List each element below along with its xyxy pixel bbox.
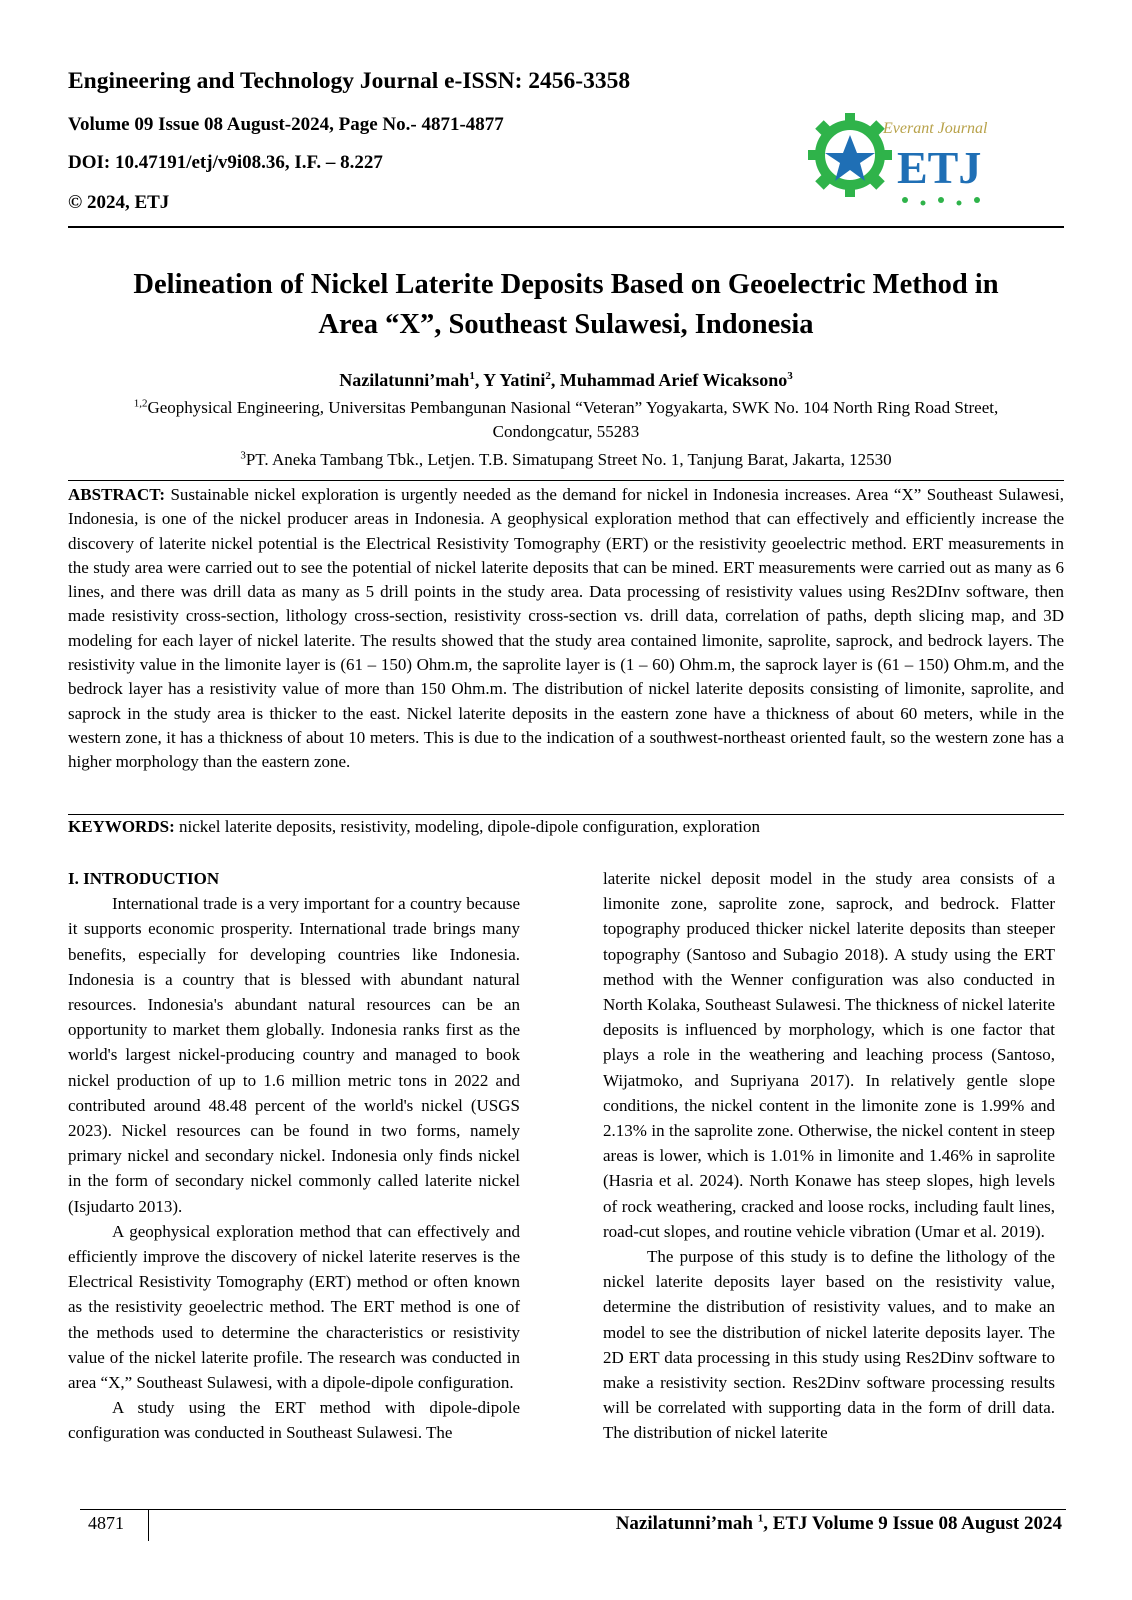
affiliation-1-text: Geophysical Engineering, Universitas Pembangunan Nasional “Veteran” Yogyakarta, SWK No. 104 North Ring Road Street, xyxy=(147,398,999,417)
logo-decoration xyxy=(902,197,980,206)
abstract-text: Sustainable nickel exploration is urgently needed as the demand for nickel in Indonesia increases. Area “X” Southeast Sulawesi, Indonesia, is one of the nickel producer areas in Indonesia. A geophysical exploration method that can effectively and efficiently increase the discovery of laterite nickel potential is the Electrical Resistivity Tomography (ERT) or the resistivity geoelectric method. ERT measurements in the study area were carried out to see the potential of nickel laterite deposits that can be mined. ERT measurements were carried out as many as 6 lines, and there was drill data as many as 5 drill points in the study area. Data processing of resistivity values using Res2DInv software, then made resistivity cross-section, lithology cross-section, resistivity cross-section vs. drill data, correlation of paths, depth slicing map, and 3D modeling for each layer of nickel laterite. The results showed that the study area contained limonite, saprolite, saprock, and bedrock layers. The resistivity value in the limonite layer is (61 – 150) Ohm.m, the saprolite layer is (1 – 60) Ohm.m, the saprock layer is (61 – 150) Ohm.m, and the bedrock layer has a resistivity value of more than 150 Ohm.m. The distribution of nickel laterite deposits consisting of limonite, saprolite, and saprock in the study area is thicker to the east. Nickel laterite deposits in the eastern zone have a thickness of about 60 meters, while in the western zone, it has a thickness of about 10 meters. This is due to the indication of a southwest-northeast oriented fault, so the western zone has a higher morphology than the eastern zone. xyxy=(68,485,1064,772)
journal-logo xyxy=(805,105,1020,215)
abstract xyxy=(68,483,1064,775)
paper-title-line-1: Delineation of Nickel Laterite Deposits Based on Geoelectric Method in xyxy=(133,269,999,300)
intro-paragraph-1: International trade is a very important for a country because it supports economic prosperity. International trade brings many benefits, especially for developing countries like Indonesia. Indonesia is a country that is blessed with abundant natural resources. Indonesia's abundant natural resources can be an opportunity to market them globally. Indonesia ranks first as the world's largest nickel-producing country and managed to book nickel production of up to 1.6 million metric tons in 2022 and contributed around 48.48 percent of the world's nickel (USGS 2023). Nickel resources can be found in two forms, namely primary nickel and secondary nickel. Indonesia only finds nickel in the form of secondary nickel commonly called laterite nickel (Isjudarto 2013). xyxy=(68,894,520,1216)
paper-title-line-2: Area “X”, Southeast Sulawesi, Indonesia xyxy=(318,309,814,340)
affiliation-2-text: PT. Aneka Tambang Tbk., Letjen. T.B. Simatupang Street No. 1, Tanjung Barat, Jakarta, 12530 xyxy=(245,450,892,469)
author-1-sup: 1 xyxy=(469,370,475,382)
keywords-label: KEYWORDS: xyxy=(68,817,175,836)
affiliation-2-sup: 3 xyxy=(240,449,246,462)
intro-paragraph-3: A study using the ERT method with dipole-dipole configuration was conducted in Southeast Sulawesi. The xyxy=(68,1398,520,1443)
affiliation-1-sup: 1,2 xyxy=(133,397,148,410)
author-3-sup: 3 xyxy=(787,370,793,382)
volume-line: Volume 09 Issue 08 August-2024, Page No.- 4871-4877 xyxy=(68,114,504,135)
affiliation-2 xyxy=(68,448,1064,472)
gear-icon xyxy=(808,113,892,197)
page-number: 4871 xyxy=(88,1513,124,1533)
intro-paragraph-3-continued: laterite nickel deposit model in the study area consists of a limonite zone, saprolite zone, saprock, and bedrock. Flatter topography produced thicker nickel laterite deposits than steeper topography (Santoso and Subagio 2018). A study using the ERT method with the Wenner configuration was also conducted in North Kolaka, Southeast Sulawesi. The thickness of nickel laterite deposits is influenced by morphology, which is one factor that plays a role in the weathering and leaching process (Santoso, Wijatmoko, and Supriyana 2017). In relatively gentle slope conditions, the nickel content in the limonite zone is 1.99% and 2.13% in the saprolite zone. Otherwise, the nickel content in steep areas is lower, which is 1.01% in limonite and 1.46% in saprolite (Hasria et al. 2024). North Konawe has steep slopes, high levels of rock weathering, cracked and loose rocks, including fault lines, road-cut slopes, and routine vehicle vibration (Umar et al. 2019). xyxy=(603,869,1055,1241)
header-rule xyxy=(68,226,1064,228)
author-2-sup: 2 xyxy=(545,370,551,382)
body-left-column xyxy=(68,866,520,1446)
logo-mark: ETJ xyxy=(897,142,982,193)
author-2: Y Yatini xyxy=(483,370,546,390)
author-1: Nazilatunni’mah xyxy=(339,370,470,390)
author-3: Muhammad Arief Wicaksono xyxy=(559,370,788,390)
intro-paragraph-4: The purpose of this study is to define the lithology of the nickel laterite deposits layer based on the resistivity value, determine the distribution of resistivity values, and to make an model to see the distribution of nickel laterite deposits layer. The 2D ERT data processing in this study using Res2Dinv software to make a resistivity section. Res2Dinv software processing results will be correlated with supporting data in the form of drill data. The distribution of nickel laterite xyxy=(603,1247,1055,1443)
doi-line: DOI: 10.47191/etj/v9i08.36, I.F. – 8.227 xyxy=(68,152,383,173)
footer-citation-author: Nazilatunni’mah xyxy=(615,1513,758,1534)
affiliation-1-text-2: Condongcatur, 55283 xyxy=(492,422,640,441)
intro-paragraph-2: A geophysical exploration method that can effectively and efficiently improve the discovery of nickel laterite reserves is the Electrical Resistivity Tomography (ERT) method or often known as the resistivity geoelectric method. The ERT method is one of the methods used to determine the characteristics or resistivity value of the nickel laterite profile. The research was conducted in area “X,” Southeast Sulawesi, with a dipole-dipole configuration. xyxy=(68,1221,520,1393)
footer-rule xyxy=(80,1509,1066,1510)
abstract-label: ABSTRACT: xyxy=(68,485,165,504)
body-right-column xyxy=(603,866,1055,1446)
footer-divider xyxy=(148,1509,149,1541)
paper-title xyxy=(68,265,1064,345)
footer-citation-sup: 1 xyxy=(757,1512,764,1525)
journal-title: Engineering and Technology Journal e-ISSN: 2456-3358 xyxy=(68,68,631,94)
footer-citation xyxy=(616,1513,1062,1535)
logo-text: Everant Journal xyxy=(883,120,988,137)
abstract-top-rule xyxy=(68,480,1064,481)
author-list xyxy=(68,370,1064,391)
author-sep: , xyxy=(550,370,560,390)
keywords xyxy=(68,817,1064,837)
author-sep: , xyxy=(474,370,484,390)
keywords-top-rule xyxy=(68,814,1064,815)
keywords-text: nickel laterite deposits, resistivity, modeling, dipole-dipole configuration, exploration xyxy=(174,817,760,836)
section-heading-introduction: I. INTRODUCTION xyxy=(68,869,220,888)
affiliation-1 xyxy=(68,396,1064,444)
copyright-line: © 2024, ETJ xyxy=(68,192,170,213)
footer-citation-journal: , ETJ Volume 9 Issue 08 August 2024 xyxy=(763,1513,1062,1534)
